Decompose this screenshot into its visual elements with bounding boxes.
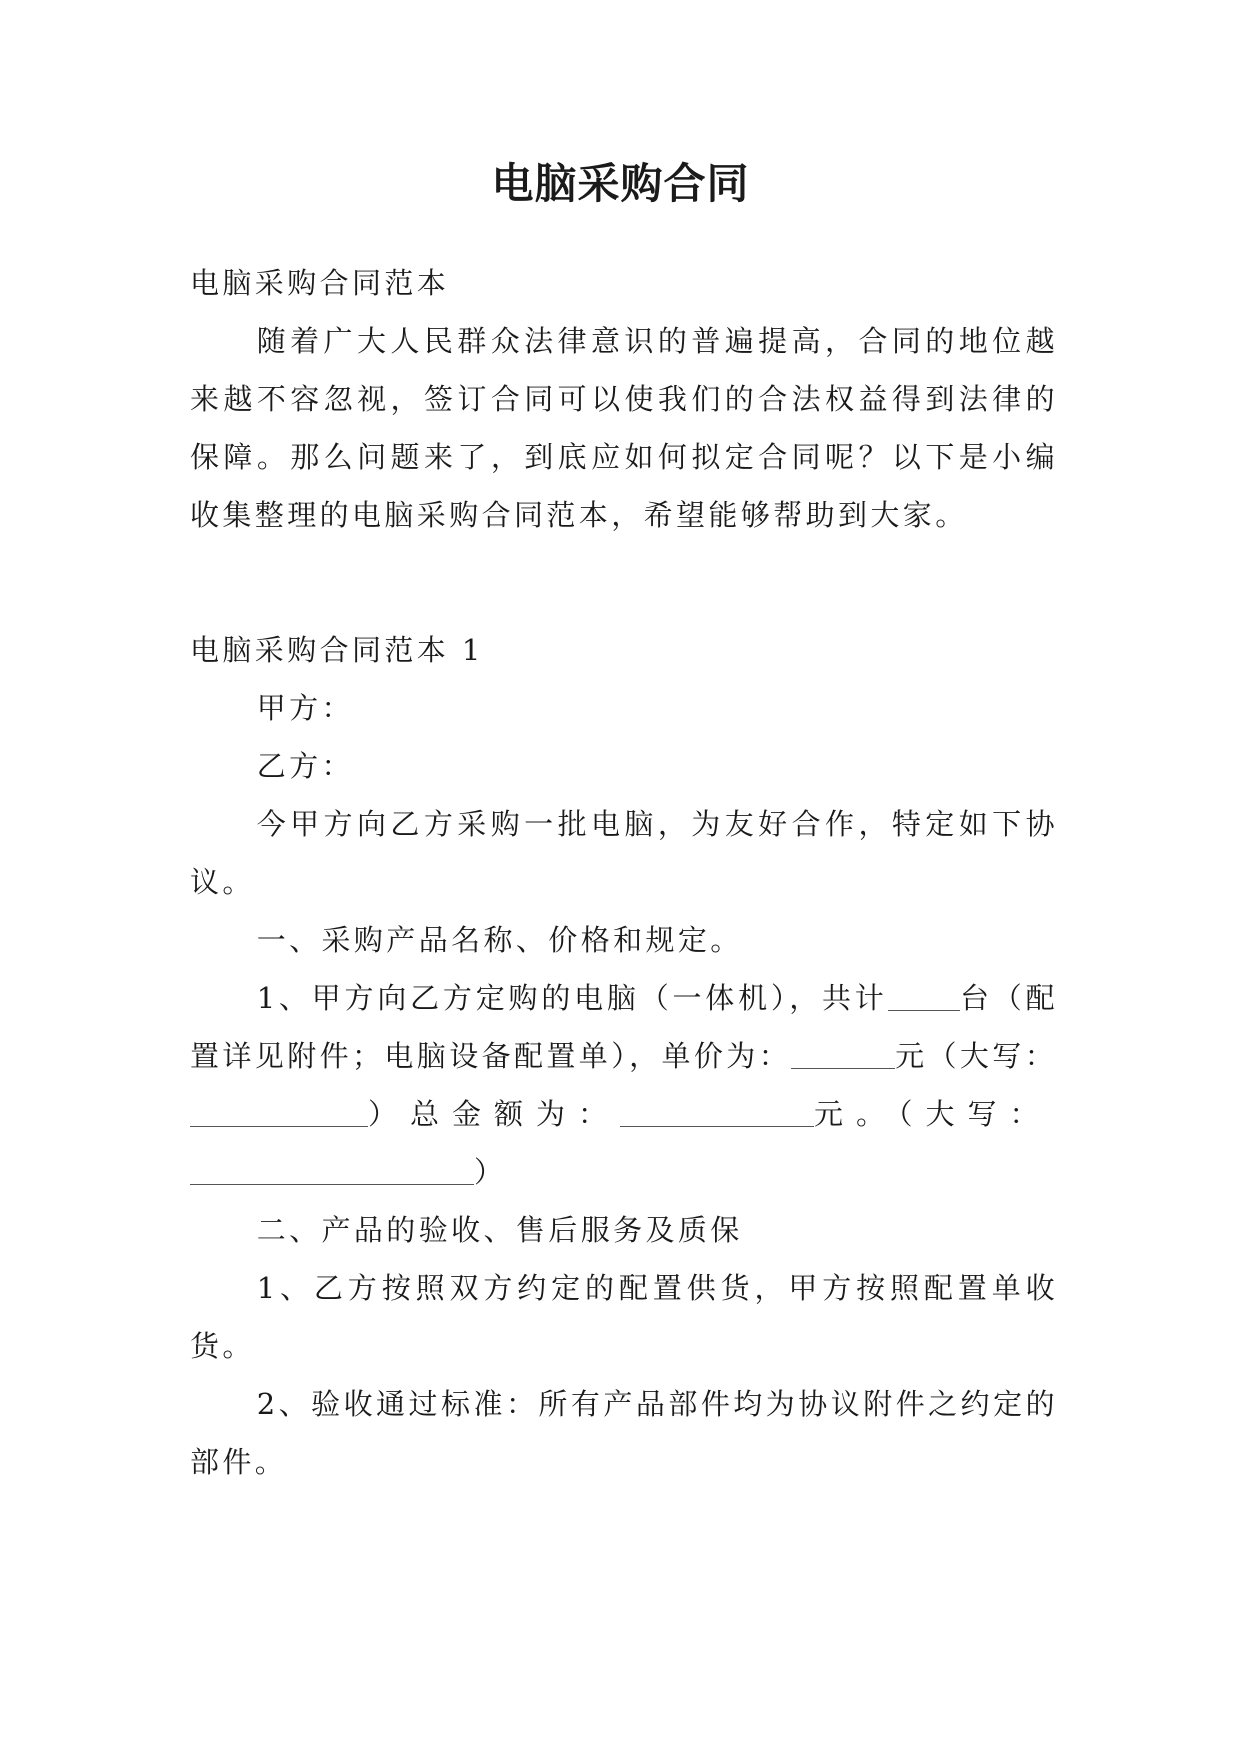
clause-1-1-paragraph — [190, 969, 1058, 1201]
clause-2-2-paragraph: 2、验收通过标准：所有产品部件均为协议附件之约定的部件。 — [190, 1387, 1058, 1479]
party-a-line: 甲方： — [256, 691, 354, 725]
clause-1-1-text-a: 1、甲方向乙方定购的电脑（一体机），共计 — [256, 981, 888, 1015]
clause-1-1-text-e: 元。（大写： — [814, 1097, 1052, 1131]
clause-2-1-paragraph: 1、乙方按照双方约定的配置供货，甲方按照配置单收货。 — [190, 1271, 1058, 1363]
clause-1-heading: 一、采购产品名称、价格和规定。 — [256, 923, 743, 957]
intro-paragraph: 随着广大人民群众法律意识的普遍提高，合同的地位越来越不容忽视，签订合同可以使我们的合法权益得到法律的保障。那么问题来了，到底应如何拟定合同呢？以下是小编收集整理的电脑采购合同范本，希望能够帮助到大家。 — [190, 324, 1058, 532]
unit-price-uppercase-blank — [190, 1095, 368, 1128]
total-amount-uppercase-blank — [190, 1153, 474, 1186]
clause-2-heading: 二、产品的验收、售后服务及质保 — [256, 1213, 743, 1247]
total-amount-blank — [620, 1095, 814, 1128]
party-b-line: 乙方： — [256, 749, 354, 783]
clause-1-1-text-d: ）总金额为： — [368, 1097, 621, 1131]
clause-1-1-text-b: 台（配置详见附件；电脑设备配置单），单价为： — [190, 981, 1059, 1073]
section-heading: 电脑采购合同范本 1 — [190, 633, 484, 667]
agreement-paragraph: 今甲方向乙方采购一批电脑，为友好合作，特定如下协议。 — [190, 807, 1058, 899]
intro-block — [190, 254, 1058, 544]
clause-1-1-text-c: 元（大写： — [895, 1039, 1058, 1073]
quantity-blank — [888, 979, 960, 1012]
contract-body — [190, 621, 1058, 1491]
document-title: 电脑采购合同 — [491, 159, 750, 208]
clause-1-1-text-f: ） — [474, 1155, 507, 1189]
intro-heading: 电脑采购合同范本 — [190, 266, 450, 300]
unit-price-blank — [791, 1037, 895, 1070]
